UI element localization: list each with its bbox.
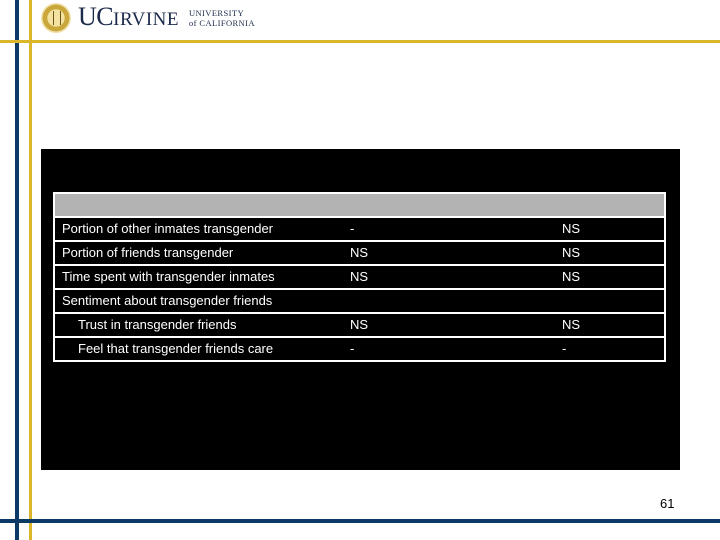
row-value-col2: NS [562, 245, 581, 260]
logo-wordmark [78, 2, 179, 35]
row-value-col1: - [350, 221, 355, 236]
row-value-col1: NS [350, 317, 369, 332]
table-header-row [55, 194, 664, 216]
row-label: Time spent with transgender inmates [62, 269, 275, 284]
table-row [55, 336, 664, 360]
row-value-col2: NS [562, 221, 581, 236]
table-row [55, 264, 664, 288]
navy-footer-rule [0, 519, 720, 523]
header-cell [562, 194, 664, 216]
row-label: Portion of friends transgender [62, 245, 234, 260]
page-number: 61 [660, 496, 675, 511]
header-cell [343, 194, 562, 216]
table-row [55, 240, 664, 264]
row-value-col1: NS [350, 245, 369, 260]
logo-university-line1: UNIVERSITY [188, 8, 244, 18]
table-row [55, 312, 664, 336]
row-value-col1 [343, 290, 562, 312]
row-value-col2: NS [562, 269, 581, 284]
results-table [53, 192, 666, 362]
row-value-col2: NS [562, 317, 581, 332]
header-cell [55, 194, 343, 216]
section-label: Sentiment about transgender friends [62, 293, 273, 308]
logo-uc: UC [78, 1, 114, 31]
navy-vertical-rule [15, 0, 19, 540]
row-value-col2: - [562, 341, 567, 356]
row-label: Portion of other inmates transgender [62, 221, 274, 236]
logo-university-line2: of CALIFORNIA [188, 18, 255, 28]
row-value-col2 [562, 290, 664, 312]
gold-vertical-rule [29, 0, 32, 540]
table-row [55, 216, 664, 240]
row-value-col1: - [350, 341, 355, 356]
uci-logo [41, 3, 255, 33]
table-row-section [55, 288, 664, 312]
university-seal-icon [41, 3, 71, 33]
row-label: Trust in transgender friends [78, 317, 237, 332]
row-value-col1: NS [350, 269, 369, 284]
row-label: Feel that transgender friends care [78, 341, 274, 356]
gold-horizontal-rule [0, 40, 720, 43]
logo-university-text [189, 8, 255, 28]
logo-irvine: IRVINE [113, 8, 179, 30]
